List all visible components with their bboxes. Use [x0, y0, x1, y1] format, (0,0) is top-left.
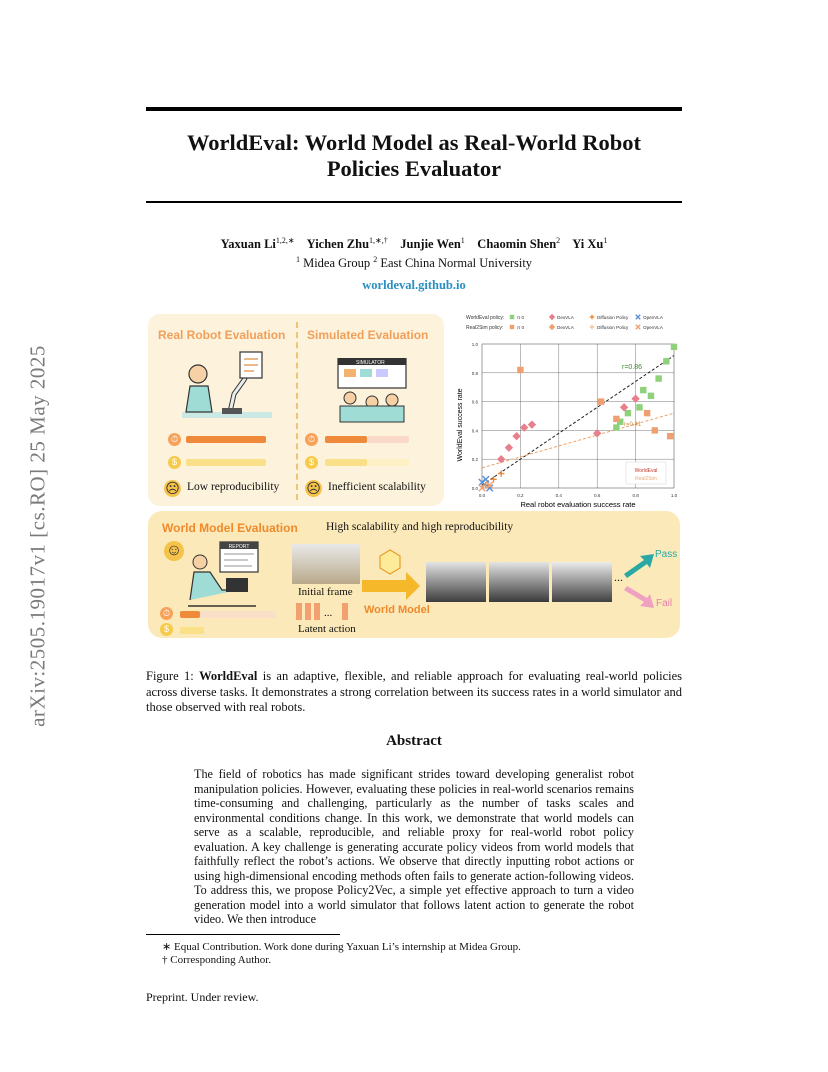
legend-row-label: WorldEval policy:: [466, 315, 505, 321]
legend-row-label: Real2Sim policy:: [466, 325, 504, 331]
data-point: [663, 358, 669, 364]
corner-legend-real2sim: Real2Sim: [635, 476, 657, 482]
clock-icon: ⏱: [168, 433, 181, 446]
sad-face-icon: ☹: [306, 480, 321, 496]
panel-divider: [296, 322, 298, 500]
legend-marker: [549, 314, 555, 320]
pass-label: Pass: [655, 549, 678, 560]
latent-action-label: Latent action: [298, 623, 356, 635]
data-point: [613, 424, 619, 430]
x-axis-label: Real robot evaluation success rate: [520, 500, 636, 509]
legend-entry-label: OpenVLA: [643, 315, 663, 320]
title-line-1: WorldEval: World Model as Real-World Robot: [187, 130, 641, 155]
data-point: [636, 404, 642, 410]
r-label-worldeval: r=0.86: [622, 364, 643, 371]
legend-marker: [636, 325, 640, 329]
y-tick-label: 0.8: [471, 370, 478, 376]
sad-face-icon: ☹: [165, 480, 180, 496]
wm-time-bar: [180, 611, 200, 618]
legend-entry-label: DexVLA: [557, 325, 574, 330]
r-label-real2sim: r=0.41: [624, 422, 642, 428]
data-point: [652, 427, 658, 433]
simulated-eval-title: Simulated Evaluation: [307, 328, 429, 342]
initial-frame-label: Initial frame: [298, 586, 353, 598]
project-link[interactable]: worldeval.github.io: [362, 278, 466, 292]
footnote-equal-contribution: ∗ Equal Contribution. Work done during Yaxuan Li’s internship at Midea Group.: [162, 941, 521, 953]
generated-frame-2: [489, 562, 549, 602]
legend-entry-label: Diffusion Policy: [597, 325, 629, 330]
simulator-illustration: [334, 358, 414, 426]
wm-time-bar-bg: [200, 611, 276, 618]
author-5: Yi Xu$^1$: [572, 236, 608, 252]
x-tick-label: 1.0: [670, 493, 678, 498]
abstract-body: The field of robotics has made significant strides toward developing generalist robot manipulation policies. However, evaluating these policies in real-world scenarios remains time-consuming and challenging, particularly as the number of tasks scales and environmental conditions change. In this work, we demonstrate that world models can serve as a scalable, reproducible, and reliable proxy for real-world robot policy evaluation. A key challenge is generating accurate policy videos from world models that faithfully reflect the robot’s actions. We observe that directly inputting robot actions or using high-dimensional encoding methods often fails to generate action-following videos. To address this, we propose Policy2Vec, a simple yet effective approach to turn a video generation model into a world simulator that follows latent action to generate the robot video. We then introduce: [194, 767, 634, 927]
clock-icon: ⏱: [305, 433, 318, 446]
frames-ellipsis: ...: [614, 570, 623, 584]
generated-frame-1: [426, 562, 486, 602]
world-model-label: World Model: [364, 604, 430, 616]
x-tick-label: 0.8: [632, 493, 639, 498]
x-tick-label: 0.6: [594, 493, 601, 498]
data-point: [671, 344, 677, 350]
preprint-notice: Preprint. Under review.: [146, 990, 259, 1004]
legend-marker: [510, 315, 514, 319]
legend-entry-label: OpenVLA: [643, 325, 663, 330]
author-list: [146, 236, 682, 252]
y-tick-label: 0.6: [471, 399, 478, 405]
person-report-illustration: [186, 540, 266, 610]
chart-legend: [466, 314, 664, 331]
author-1: Yaxuan $Li^{1,2,∗}$: [220, 236, 295, 252]
author-4: Chaomin Shen$^2$: [477, 236, 561, 252]
token-ellipsis: ...: [324, 607, 333, 619]
sim-cost-bar-bg: [367, 459, 409, 466]
inefficient-scalability-label: Inefficient scalability: [328, 481, 426, 493]
real-time-bar: [186, 436, 266, 443]
y-tick-label: 0.4: [471, 428, 478, 434]
title-line-2: Policies Evaluator: [326, 156, 502, 181]
sim-time-bar-bg: [367, 436, 409, 443]
data-point: [644, 410, 650, 416]
data-point: [640, 387, 646, 393]
wm-cost-bar: [180, 627, 204, 634]
data-point: [655, 375, 661, 381]
author-3: Junjie Wen$^1$: [400, 236, 465, 252]
x-tick-label: 0.0: [478, 493, 486, 498]
data-point: [517, 367, 523, 373]
title-top-rule: [146, 107, 682, 111]
real-cost-bar: [186, 459, 266, 466]
sim-time-bar: [325, 436, 367, 443]
title-bottom-rule: [146, 201, 682, 203]
legend-marker: [590, 315, 594, 319]
data-point: [598, 398, 604, 404]
affiliations: $^1$ Midea Group $^2$ East China Normal University: [295, 255, 533, 271]
clock-icon: ⏱: [160, 607, 173, 620]
dollar-icon: $: [160, 623, 173, 636]
figure-caption: Figure 1: WorldEval is an adaptive, flexible, and reliable approach for evaluating real-world policies across diverse tasks. It demonstrates a strong correlation between its success rates in a world simulator and those observed with real robots.: [146, 669, 683, 714]
x-tick-label: 0.2: [517, 493, 524, 498]
correlation-scatter-chart: [452, 310, 682, 510]
arxiv-stamp: arXiv:2505.19017v1 [cs.RO] 25 May 2025: [25, 345, 50, 727]
legend-entry-label: π 0: [517, 325, 525, 330]
robot-arm-illustration: [182, 350, 272, 425]
data-point: [667, 433, 673, 439]
dollar-icon: $: [305, 456, 318, 469]
paper-title: [146, 130, 682, 182]
low-reproducibility-label: Low reproducibility: [187, 481, 280, 493]
fail-label: Fail: [656, 598, 673, 609]
real-robot-eval-title: Real Robot Evaluation: [158, 328, 286, 342]
happy-face-icon: ☺: [165, 542, 183, 559]
abstract-heading: Abstract: [386, 733, 442, 749]
legend-marker: [590, 325, 594, 329]
legend-marker: [510, 325, 514, 329]
y-tick-label: 1.0: [471, 342, 478, 347]
footnote-corresponding: † Corresponding Author.: [162, 954, 272, 966]
legend-entry-label: π 0: [517, 315, 525, 320]
dollar-icon: $: [168, 456, 181, 469]
pass-fail-arrows: [622, 546, 658, 610]
y-tick-label: 0.0: [471, 486, 478, 491]
world-model-eval-title: World Model Evaluation: [162, 521, 298, 535]
y-tick-label: 0.2: [471, 457, 478, 463]
generated-frame-3: [552, 562, 612, 602]
high-scalability-label: High scalability and high reproducibility: [326, 521, 514, 533]
footnote-rule: [146, 934, 340, 935]
initial-frame-image: [292, 544, 360, 584]
simulator-label: SIMULATOR: [356, 360, 385, 366]
x-tick-label: 0.4: [555, 493, 562, 498]
legend-entry-label: DexVLA: [557, 315, 574, 320]
data-point: [625, 410, 631, 416]
corner-legend-worldeval: WorldEval: [634, 468, 658, 474]
data-point: [648, 393, 654, 399]
legend-entry-label: Diffusion Policy: [597, 315, 629, 320]
author-2: Yichen Zhu$^{1,∗,\dagger}$: [306, 236, 388, 252]
report-label: REPORT: [228, 544, 250, 550]
y-axis-label: WorldEval success rate: [457, 388, 464, 462]
sim-cost-bar: [325, 459, 367, 466]
legend-marker: [636, 315, 640, 319]
data-point: [613, 416, 619, 422]
legend-marker: [549, 324, 555, 330]
